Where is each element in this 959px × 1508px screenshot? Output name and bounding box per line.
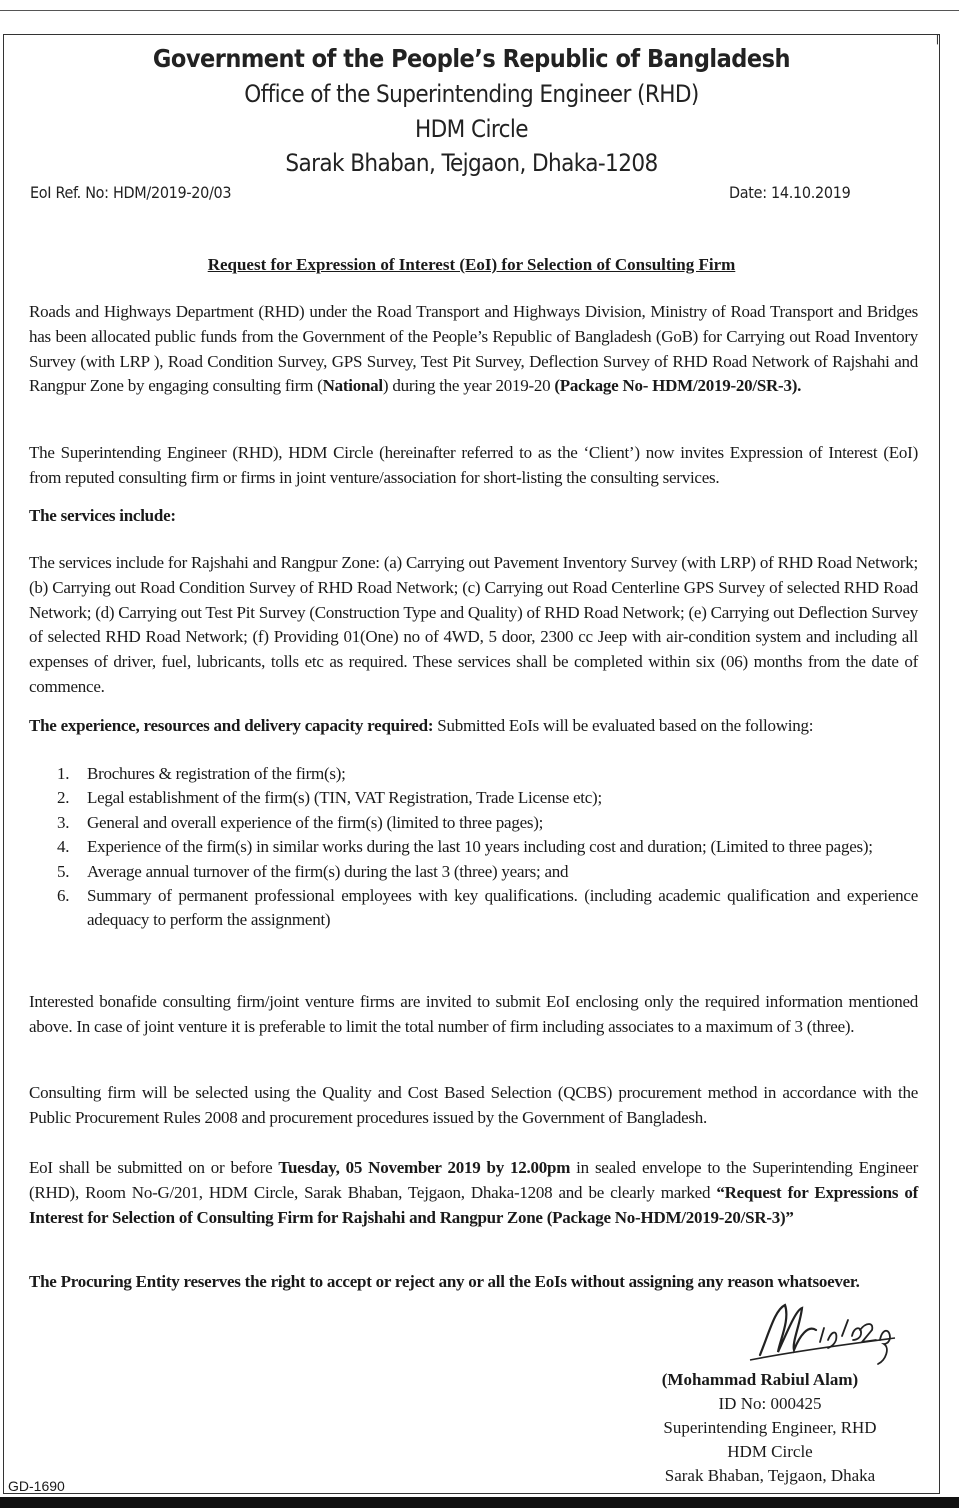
list-item-text: General and overall experience of the firm(s) (limited to three pages); <box>87 812 544 832</box>
list-item <box>29 884 918 933</box>
list-item-text: Brochures & registration of the firm(s); <box>87 764 346 783</box>
experience-heading: The experience, resources and delivery capacity required: <box>29 716 434 735</box>
services-paragraph: The services include for Rajshahi and Rangpur Zone: (a) Carrying out Pavement Inventory Survey (with LRP) of RHD Road Network; (b) Carrying out Road Condition Survey of RHD Road Network; (c) Carrying out Road Centerline GPS Survey of selected RHD Road Network; (d) Carrying out Test Pit Survey (Construction Type and Quality) of RHD Road Network; (e) Carrying out Deflection Survey of selected RHD Road Network; (f) Providing 01(One) no of 4WD, 5 door, 2300 cc Jeep with air-condition system and including all expenses of driver, fuel, lubricants, tolls etc as required. These services shall be completed within six (06) months from the date of commence. <box>29 553 918 696</box>
intro-text-a: Roads and Highways Department (RHD) under the Road Transport and Highways Division, Ministry of Road Transport and Bridges has been allocated public funds from the Government of the People’s Republic of Bangladesh (GoB) for Carrying out Road Inventory Survey (with LRP ), Road Condition Survey, GPS Survey, Test Pit Survey, Deflection Survey of RHD Road Network of Rajshahi and Rangpur Zone by engaging consulting firm ( <box>29 302 918 396</box>
intro-text-c: ) during the year 2019-20 <box>382 376 555 396</box>
submission-deadline: Tuesday, 05 November 2019 by 12.00pm <box>278 1158 571 1177</box>
submission-text-a: EoI shall be submitted on or before <box>29 1158 279 1177</box>
list-item-number: 4. <box>57 837 70 857</box>
signatory-address: Sarak Bhaban, Tejgaon, Dhaka <box>664 1466 876 1485</box>
header-circle: HDM Circle <box>415 115 528 143</box>
submission-marking: “Request for Expressions of Interest for Selection of Consulting Firm for Rajshahi and Rangpur Zone (Package No-HDM/2019-20/SR-3)” <box>29 1182 918 1227</box>
top-rule <box>0 10 959 11</box>
bottom-bar <box>0 1497 959 1508</box>
interested-paragraph: Interested bonafide consulting firm/joint venture firms are invited to submit EoI enclosing only the required information mentioned above. In case of joint venture it is preferable to limit the total number of firm including associates to a maximum of 3 (three). <box>29 992 918 1036</box>
signatory-id: ID No: 000425 <box>718 1394 822 1413</box>
subject-title: Request for Expression of Interest (EoI) for Selection of Consulting Firm <box>207 255 736 274</box>
experience-paragraph <box>29 714 918 739</box>
document-date: Date: 14.10.2019 <box>729 183 851 202</box>
footer-code: GD-1690 <box>8 1478 65 1494</box>
intro-national: National <box>322 376 383 396</box>
list-item-number: 5. <box>57 861 70 881</box>
list-item <box>29 762 918 786</box>
list-item <box>29 811 918 835</box>
header-office: Office of the Superintending Engineer (RHD) <box>244 80 699 108</box>
services-heading: The services include: <box>29 506 176 525</box>
list-item-number: 3. <box>57 812 70 832</box>
header-address: Sarak Bhaban, Tejgaon, Dhaka-1208 <box>285 149 658 177</box>
header-government: Government of the People’s Republic of Bangladesh <box>152 44 791 73</box>
list-item <box>29 860 918 884</box>
signatory-title: Superintending Engineer, RHD <box>663 1418 877 1437</box>
list-item-number: 1. <box>57 764 70 783</box>
submission-paragraph <box>29 1156 918 1230</box>
corner-mark: ⌈ <box>936 34 941 46</box>
reference-number: EoI Ref. No: HDM/2019-20/03 <box>30 183 232 202</box>
list-item <box>29 835 918 859</box>
submission-text-c: in sealed envelope to the Superintending Engineer (RHD), Room No-G/201, HDM Circle, Sarak Bhaban, Tejgaon, Dhaka-1208 and be clearly marked <box>29 1158 918 1202</box>
list-item-text: Experience of the firm(s) in similar works during the last 10 years including cost and duration; (Limited to three pages); <box>87 837 873 857</box>
list-item-text: Summary of permanent professional employees with key qualifications. (including academic qualification and experience adequacy to perform the assignment) <box>87 886 918 930</box>
list-item <box>29 786 918 810</box>
list-item-number: 2. <box>57 788 70 808</box>
reserve-paragraph: The Procuring Entity reserves the right to accept or reject any or all the EoIs without assigning any reason whatsoever. <box>29 1272 860 1291</box>
experience-text: Submitted EoIs will be evaluated based on the following: <box>433 716 814 735</box>
list-item-number: 6. <box>57 886 70 906</box>
client-paragraph: The Superintending Engineer (RHD), HDM Circle (hereinafter referred to as the ‘Client’) now invites Expression of Interest (EoI) from reputed consulting firm or firms in joint venture/association for short-listing the consulting services. <box>29 443 918 487</box>
intro-package: (Package No- HDM/2019-20/SR-3). <box>554 376 802 396</box>
list-item-text: Average annual turnover of the firm(s) during the last 3 (three) years; and <box>87 861 569 881</box>
qcbs-paragraph: Consulting firm will be selected using the Quality and Cost Based Selection (QCBS) procurement method in accordance with the Public Procurement Rules 2008 and procurement procedures issued by the Government of Bangladesh. <box>29 1083 918 1127</box>
signatory-name: (Mohammad Rabiul Alam) <box>661 1370 859 1389</box>
list-item-text: Legal establishment of the firm(s) (TIN, VAT Registration, Trade License etc); <box>87 788 602 808</box>
signatory-office: HDM Circle <box>727 1442 813 1461</box>
criteria-list <box>29 762 918 933</box>
intro-paragraph <box>29 300 918 399</box>
